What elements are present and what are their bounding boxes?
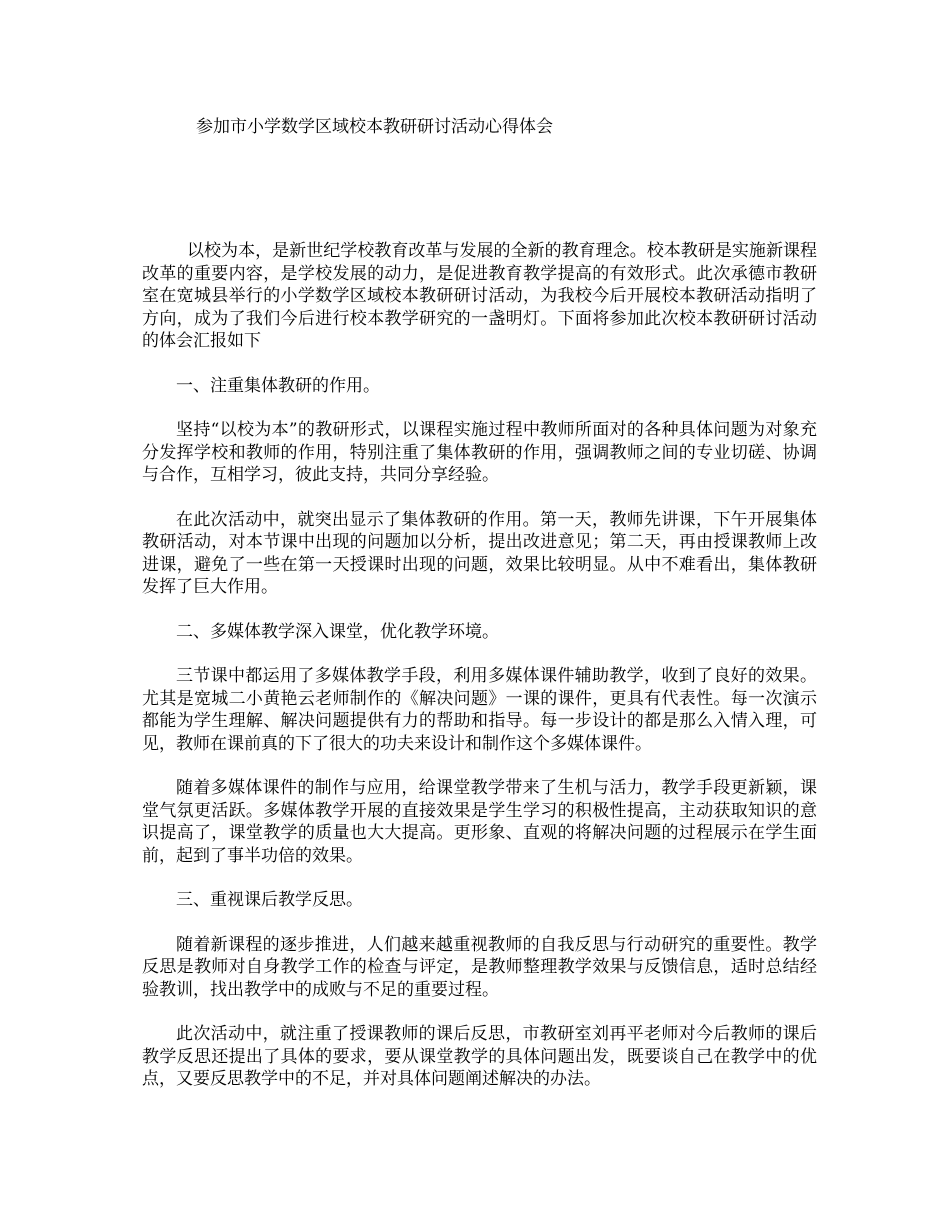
document-body bbox=[142, 240, 817, 1113]
intro-paragraph: 以校为本，是新世纪学校教育改革与发展的全新的教育理念。校本教研是实施新课程改革的重要内容，是学校发展的动力，是促进教育教学提高的有效形式。此次承德市教研室在宽城县举行的小学数学区域校本教研研讨活动，为我校今后开展校本教研活动指明了方向，成为了我们今后进行校本教学研究的一盏明灯。下面将参加此次校本教研研讨活动的体会汇报如下 bbox=[142, 241, 817, 351]
paragraph: 坚持“以校为本”的教研形式，以课程实施过程中教师所面对的各种具体问题为对象充分发挥学校和教师的作用，特别注重了集体教研的作用，强调教师之间的专业切磋、协调与合作，互相学习，彼此支持，共同分享经验。 bbox=[142, 420, 817, 485]
section-heading-1: 一、注重集体教研的作用。 bbox=[176, 375, 380, 396]
section-heading-3: 三、重视课后教学反思。 bbox=[176, 890, 363, 910]
paragraph: 三节课中都运用了多媒体教学手段，利用多媒体课件辅助教学，收到了良好的效果。尤其是宽城二小黄艳云老师制作的《解决问题》一课的课件，更具有代表性。每一次演示都能为学生理解、解决问题提供有力的帮助和指导。每一步设计的都是那么入情入理，可见，教师在课前真的下了很大的功夫来设计和制作这个多媒体课件。 bbox=[142, 666, 817, 754]
page-title: 参加市小学数学区域校本教研研讨活动心得体会 bbox=[196, 117, 553, 137]
paragraph: 在此次活动中，就突出显示了集体教研的作用。第一天，教师先讲课，下午开展集体教研活动，对本节课中出现的问题加以分析，提出改进意见；第二天，再由授课教师上改进课，避免了一些在第一天授课时出现的问题，效果比较明显。从中不难看出，集体教研发挥了巨大作用。 bbox=[142, 509, 817, 597]
paragraph: 此次活动中，就注重了授课教师的课后反思，市教研室刘再平老师对今后教师的课后教学反思还提出了具体的要求，要从课堂教学的具体问题出发，既要谈自己在教学中的优点，又要反思教学中的不足，并对具体问题阐述解决的办法。 bbox=[142, 1024, 817, 1089]
paragraph: 随着新课程的逐步推进，人们越来越重视教师的自我反思与行动研究的重要性。教学反思是教师对自身教学工作的检查与评定，是教师整理教学效果与反馈信息，适时总结经验教训，找出教学中的成败与不足的重要过程。 bbox=[142, 934, 817, 1000]
section-heading-2: 二、多媒体教学深入课堂，优化教学环境。 bbox=[176, 621, 499, 642]
paragraph: 随着多媒体课件的制作与应用，给课堂教学带来了生机与活力，教学手段更新颖，课堂气氛更活跃。多媒体教学开展的直接效果是学生学习的积极性提高，主动获取知识的意识提高了，课堂教学的质量也大大提高。更形象、直观的将解决问题的过程展示在学生面前，起到了事半功倍的效果。 bbox=[142, 778, 817, 866]
